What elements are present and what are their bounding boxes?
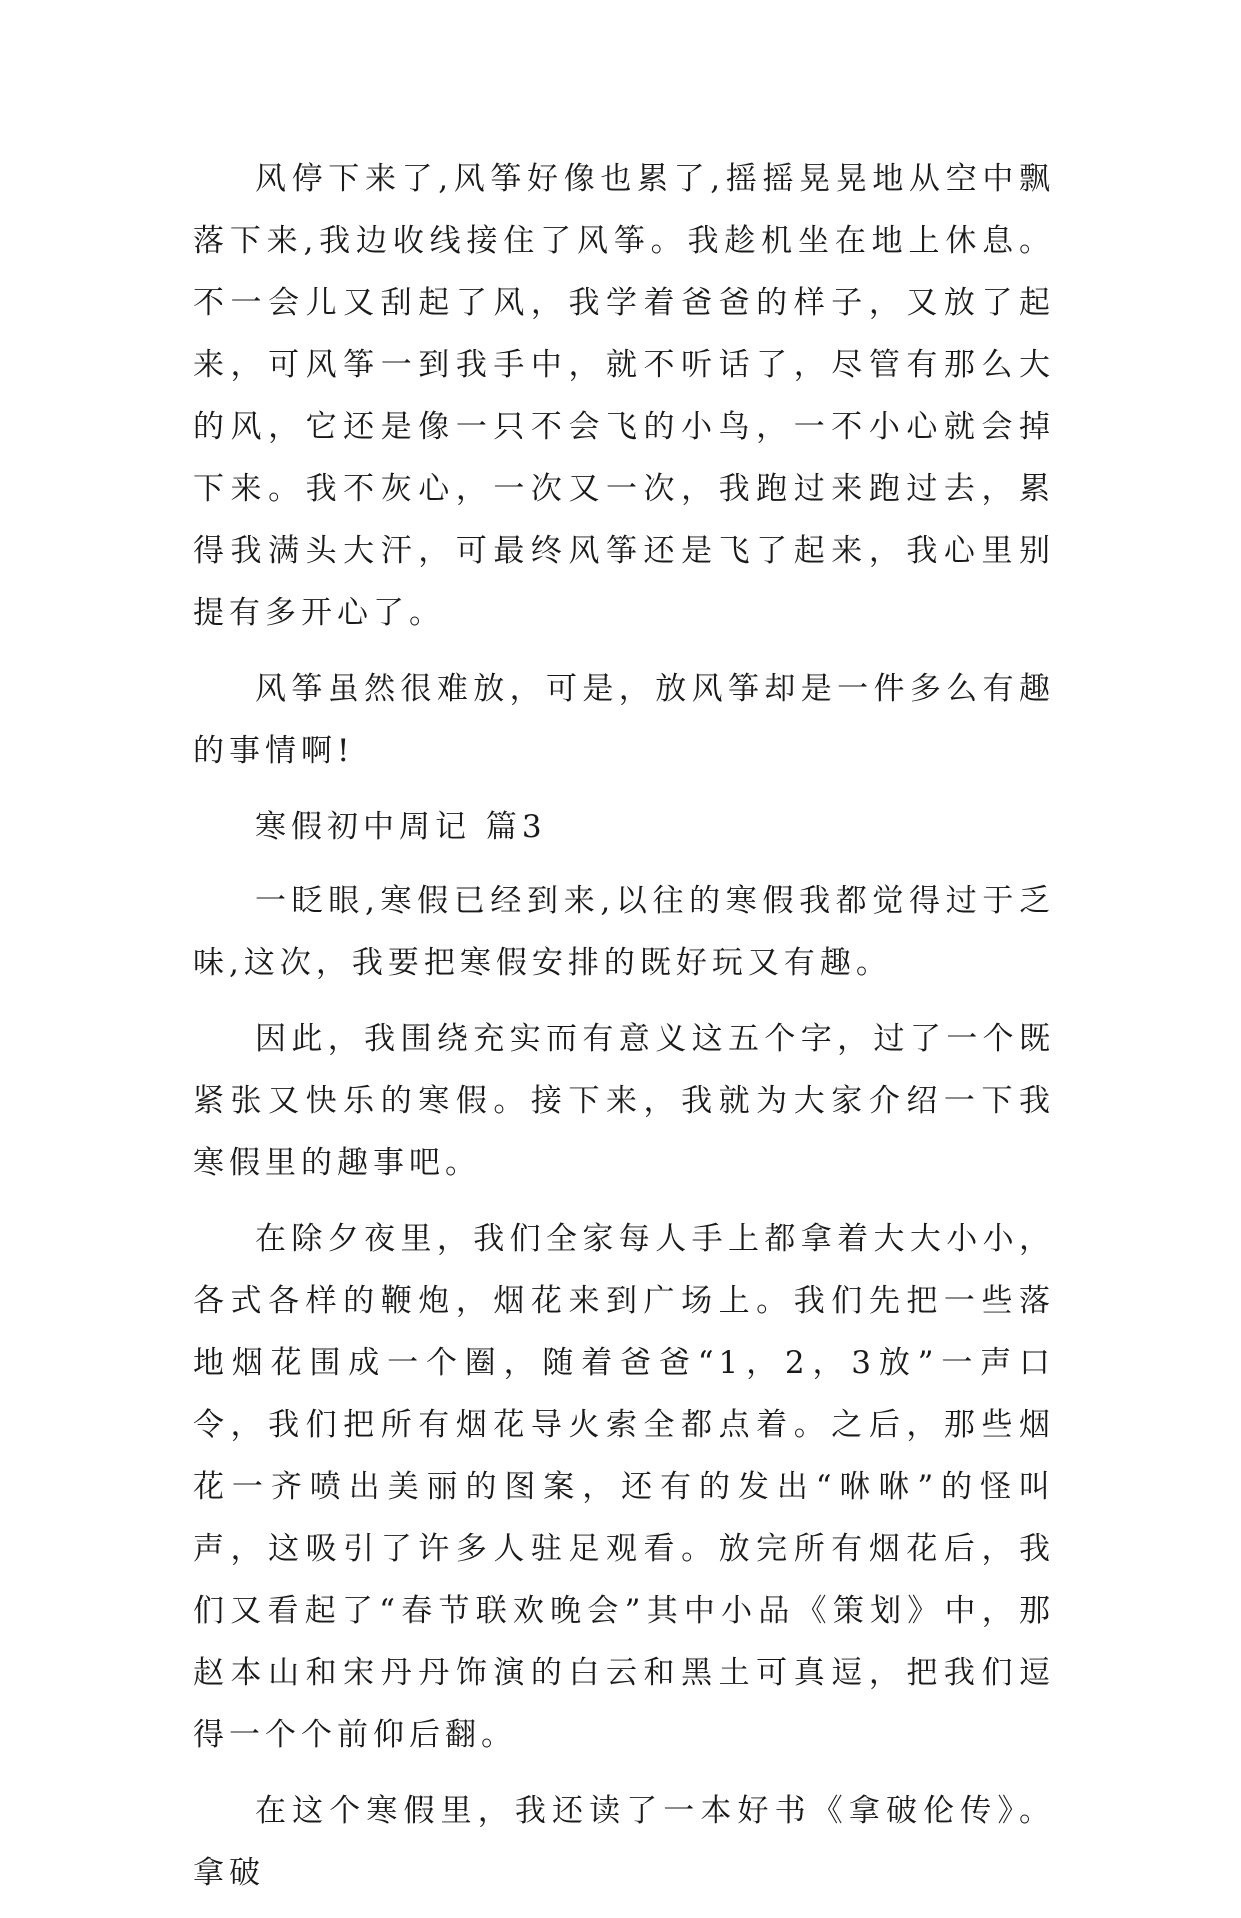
paragraph-winter-break-summary: 因此，我围绕充实而有意义这五个字，过了一个既紧张又快乐的寒假。接下来，我就为大家介绍一下我寒假里的趣事吧。 [193,1021,1055,1181]
paragraph-kite-conclusion: 风筝虽然很难放，可是，放风筝却是一件多么有趣的事情啊! [193,671,1055,769]
paragraph-new-year-eve: 在除夕夜里，我们全家每人手上都拿着大大小小，各式各样的鞭炮，烟花来到广场上。我们先把一些落地烟花围成一个圈，随着爸爸“1，2，3放”一声口令，我们把所有烟花导火索全都点着。之后，那些烟花一齐喷出美丽的图案，还有的发出“咻咻”的怪叫声，这吸引了许多人驻足观看。放完所有烟花后，我们又看起了“春节联欢晚会”其中小品《策划》中，那赵本山和宋丹丹饰演的白云和黑土可真逗，把我们逗得一个个前仰后翻。 [193,1221,1055,1753]
paragraph-kite-flying: 风停下来了,风筝好像也累了,摇摇晃晃地从空中飘落下来,我边收线接住了风筝。我趁机坐在地上休息。不一会儿又刮起了风，我学着爸爸的样子，又放了起来，可风筝一到我手中，就不听话了，尽管有那么大的风，它还是像一只不会飞的小鸟，一不小心就会掉下来。我不灰心，一次又一次，我跑过来跑过去，累得我满头大汗，可最终风筝还是飞了起来，我心里别提有多开心了。 [193,161,1055,631]
document-body [193,148,1055,1918]
section-heading: 寒假初中周记 篇3 [255,809,547,845]
paragraph-winter-break-intro: 一眨眼,寒假已经到来,以往的寒假我都觉得过于乏味,这次，我要把寒假安排的既好玩又有趣。 [193,883,1055,981]
paragraph-reading: 在这个寒假里，我还读了一本好书《拿破伦传》。拿破 [193,1793,1055,1891]
